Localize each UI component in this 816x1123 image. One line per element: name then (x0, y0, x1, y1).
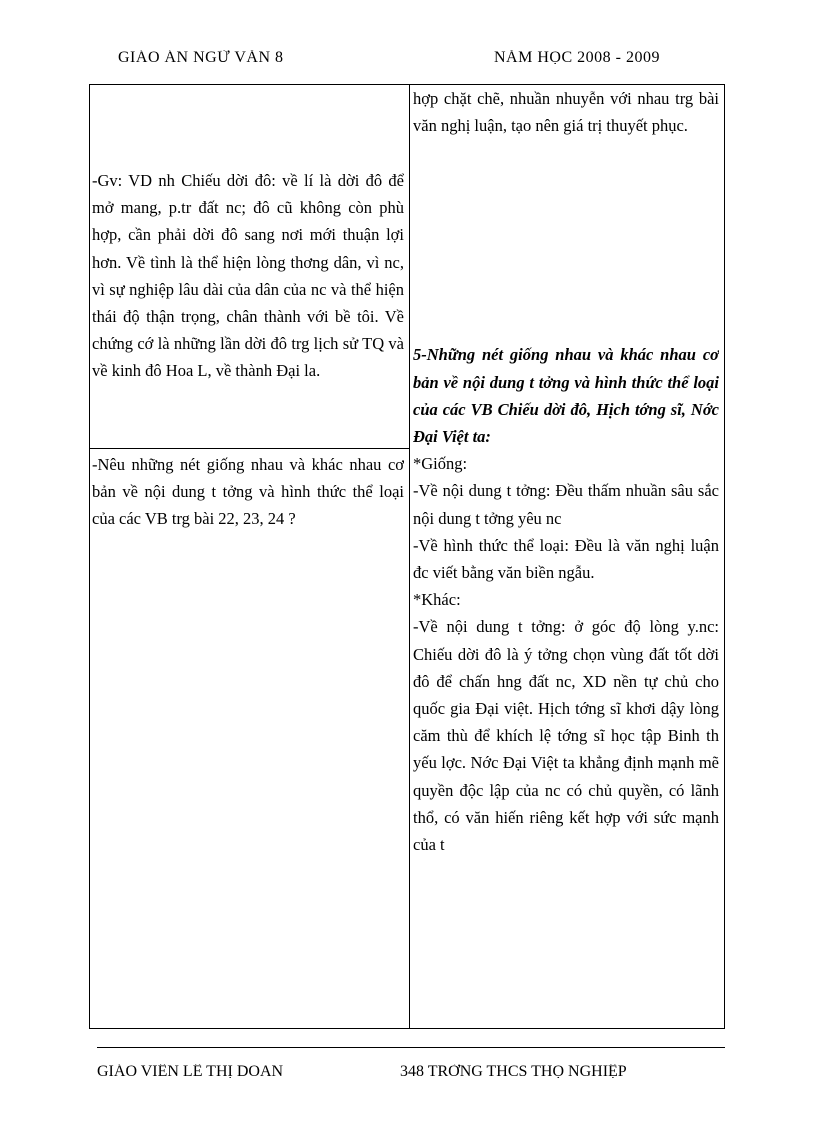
column-divider (409, 84, 410, 1029)
footer-page-school: 348 TRỜNG THCS THỌ NGHIỆP (400, 1064, 627, 1078)
teacher-activity-cell (92, 167, 404, 385)
question-cell (92, 451, 404, 533)
footer-teacher: GIÁO VIÊN LÊ THỊ DOAN (97, 1064, 284, 1078)
section-title: 5-Những nét giống nhau và khác nhau cơ bản về nội dung t tởng và hình thức thể loại của các VB Chiếu dời đô, Hịch tớng sĩ, Nớc Đại Việt ta: (413, 345, 719, 447)
similarity-form: -Về hình thức thể loại: Đều là văn nghị luận đc viết bằng văn biền ngẫu. (413, 535, 719, 583)
row-divider (89, 448, 409, 449)
header-subject: GIÁO ÁN NGỮ VĂN 8 (118, 50, 284, 64)
page-header (0, 50, 816, 64)
teacher-example-text: -Gv: VD nh Chiếu dời đô: về lí là dời đô để mở mang, p.tr đất nc; đô cũ không còn phù hợp, cần phải dời đô sang nơi mới thuận lợi hơn. Về tình là thể hiện lòng thơng dân, vì nc, vì sự nghiệp lâu dài của dân của nc và thể hiện thái độ thận trọng, chân thành với bề tôi. Về chứng cớ là những lần dời đô trg lịch sử TQ và về kinh đô Hoa L, về thành Đại la. (92, 171, 404, 381)
similarities-heading: *Giống: (413, 454, 468, 474)
difference-content: -Về nội dung t tởng: ở góc độ lòng y.nc: Chiếu dời đô là ý tởng chọn vùng đất tốt dời đô để chấn hng đất nc, XD nền tự chủ cho quốc gia Đại việt. Hịch tớng sĩ khơi dậy lòng căm thù để khích lệ tớng sĩ học tập Binh th yếu lợc. Nớc Đại Việt ta khẳng định mạnh mẽ quyền độc lập của nc có chủ quyền, có lãnh thổ, có văn hiến riêng kết hợp với sức mạnh của t (413, 617, 719, 855)
differences-heading: *Khác: (413, 590, 461, 610)
intro-text: hợp chặt chẽ, nhuần nhuyễn với nhau trg bài văn nghị luận, tạo nên giá trị thuyết phục. (413, 89, 719, 136)
question-text: -Nêu những nét giống nhau và khác nhau cơ bản về nội dung t tởng và hình thức thể loại của các VB trg bài 22, 23, 24 ? (92, 455, 404, 529)
content-column (413, 85, 719, 1028)
footer-rule (97, 1047, 725, 1048)
header-school-year: NĂM HỌC 2008 - 2009 (494, 50, 660, 64)
page-footer (0, 1064, 816, 1078)
similarity-content: -Về nội dung t tởng: Đều thấm nhuần sâu sắc nội dung t tởng yêu nc (413, 481, 719, 528)
